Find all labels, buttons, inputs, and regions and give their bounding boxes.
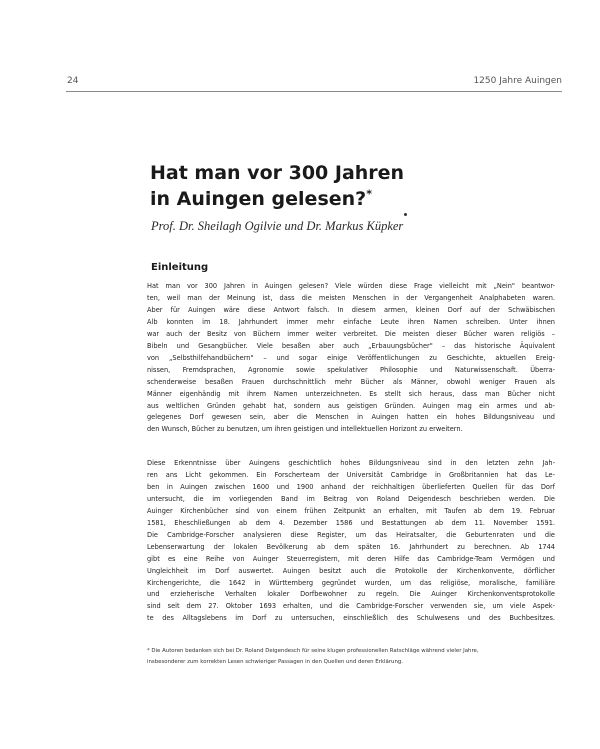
text-line: Aber für Auingen wäre diese Antwort falsch. In diesem armen, kleinen Dorf auf der Schwäbischen bbox=[147, 305, 555, 314]
section-heading: Einleitung bbox=[151, 262, 209, 273]
text-line: * Die Autoren bedanken sich bei Dr. Roland Deigendesch für seine klugen professionellen Ratschläge während vieler Jahre, bbox=[147, 648, 479, 654]
text-line: untersucht, die im vorliegenden Band im Beitrag von Roland Deigendesch beschrieben werden. Die bbox=[147, 494, 555, 503]
text-line: Alb konnten im 18. Jahrhundert immer mehr einfache Leute ihren Namen schreiben. Unter ihnen bbox=[147, 317, 555, 326]
scan-speck bbox=[404, 213, 407, 216]
text-line: Diese Erkenntnisse über Auingens geschichtlich hohes Bildungsniveau sind in den letzten zehn Jah- bbox=[147, 459, 555, 467]
title-line-2-text: in Auingen gelesen? bbox=[150, 188, 367, 210]
text-line: Auinger Kirchenbücher sind von einem frühen Zeitpunkt an erhalten, mit Taufen ab dem 19. Februar bbox=[147, 506, 555, 515]
text-line: Kirchengerichte, die 1642 in Württemberg gegründet wurden, um das religiöse, moralische, familiäre bbox=[147, 578, 555, 587]
text-line: Bibeln und Gesangbücher. Viele besaßen aber auch „Erbauungsbücher" – das historische Äquivalent bbox=[147, 341, 555, 350]
running-head: 1250 Jahre Auingen bbox=[473, 76, 562, 86]
text-line: te des Alltagslebens im Dorf zu untersuchen, einschließlich des Schulwesens und des Buchbesitzes. bbox=[147, 614, 555, 623]
page-number: 24 bbox=[67, 76, 79, 86]
text-line: ten, weil man der Meinung ist, dass die meisten Menschen in der Vergangenheit Analphabeten waren. bbox=[147, 293, 555, 302]
paragraph-2 bbox=[147, 458, 555, 625]
text-line: Lebenserwartung der lokalen Bevölkerung ab dem späten 16. Jahrhundert zu berechnen. Ab 1744 bbox=[147, 542, 555, 551]
text-line: ben in Auingen zwischen 1600 und 1900 anhand der reichhaltigen überlieferten Quellen für das Dorf bbox=[147, 482, 555, 491]
text-line: Die Cambridge-Forscher analysieren diese Register, um das Heiratsalter, die Geburtenraten und die bbox=[147, 530, 555, 539]
text-line: Ungleichheit im Dorf auswertet. Auingen besitzt auch die Protokolle der Kirchenkonvente, dörflicher bbox=[147, 566, 555, 575]
header-rule bbox=[66, 91, 562, 92]
text-line: sind seit dem 27. Oktober 1693 erhalten, und die Cambridge-Forscher verwenden sie, um viele Aspek- bbox=[147, 602, 555, 611]
text-line: von „Selbsthilfehandbüchern" – und sogar einige Veröffentlichungen zu Geschichte, aktuellen Ereig- bbox=[147, 353, 555, 362]
footnote bbox=[147, 646, 557, 668]
title-line-1: Hat man vor 300 Jahren bbox=[150, 162, 405, 184]
text-line: und erzieherische Verhalten lokaler Dorfbewohner zu regeln. Die Auinger Kirchenkonventsprotokolle bbox=[147, 590, 555, 599]
text-line: insbesonderer zum korrekten Lesen schwieriger Passagen in den Quellen und deren Erklärung. bbox=[147, 659, 403, 665]
authors: Prof. Dr. Sheilagh Ogilvie und Dr. Markus Küpker bbox=[151, 219, 404, 233]
text-line: ren ans Licht gekommen. Ein Forscherteam der Universität Cambridge in Großbritannien hat das Le- bbox=[147, 470, 555, 479]
text-line: gibt es eine Reihe von Auinger Steuerregistern, mit deren Hilfe das Cambridge-Team Vermögen und bbox=[147, 554, 555, 563]
text-line: nissen, Fremdsprachen, Agronomie sowie spekulativer Philosophie und Naturwissenschaft. Überra- bbox=[147, 365, 555, 374]
text-line: 1581, Eheschließungen ab dem 4. Dezember 1586 und Bestattungen ab dem 11. November 1591. bbox=[147, 518, 555, 527]
text-line: Hat man vor 300 Jahren in Auingen gelesen? Viele würden diese Frage vielleicht mit „Nein" beantwor- bbox=[147, 282, 555, 290]
text-line: gelegenes Dorf gewesen sein, aber die Menschen in Auingen hatten ein hohes Bildungsniveau und bbox=[147, 413, 555, 422]
text-line: aus weltlichen Gründen gehabt hat, sondern aus geistigen Gründen. Auingen mag ein armes und ab- bbox=[147, 401, 555, 410]
text-line: den Wunsch, Bücher zu benutzen, um ihren geistigen und intellektuellen Horizont zu erweitern. bbox=[147, 425, 463, 434]
text-line: schenderweise besaßen Frauen durchschnittlich mehr Bücher als Männer, obwohl weniger Frauen als bbox=[147, 377, 555, 386]
text-line: Männer eigenhändig mit ihrem Namen unterzeichneten. Es stellt sich heraus, dass man Bücher nicht bbox=[147, 389, 555, 398]
title-footnote-mark: * bbox=[366, 187, 372, 201]
article-title bbox=[150, 160, 490, 212]
paragraph-1 bbox=[147, 281, 555, 436]
text-line: war auch der Besitz von Büchern immer weiter verbreitet. Die meisten dieser Bücher waren religiös – bbox=[147, 329, 555, 338]
title-line-2 bbox=[150, 186, 490, 212]
